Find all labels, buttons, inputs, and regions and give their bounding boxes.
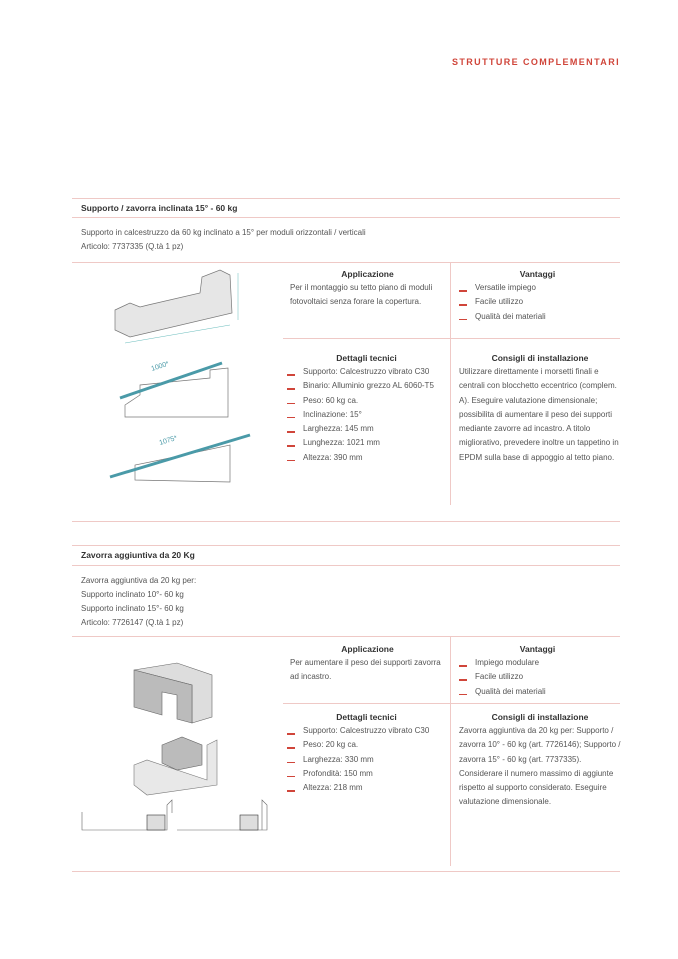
- column-divider: [450, 262, 451, 505]
- support-iso-view: [115, 270, 232, 337]
- vantaggi-list: [455, 656, 620, 699]
- consigli-installazione: [459, 711, 621, 810]
- list-item: Peso: 60 kg ca.: [283, 394, 450, 408]
- list-item: Qualità dei materiali: [455, 310, 620, 324]
- applicazione: [290, 643, 445, 685]
- section-text: Per il montaggio su tetto piano di moduli fotovoltaici senza forare la copertura.: [290, 283, 433, 307]
- section-text: Per aumentare il peso dei supporti zavorra ad incastro.: [290, 658, 441, 682]
- list-item: Peso: 20 kg ca.: [283, 738, 450, 752]
- list-item: Qualità dei materiali: [455, 685, 620, 699]
- description-line: Supporto inclinato 10°- 60 kg: [81, 590, 184, 599]
- list-item: Profondità: 150 mm: [283, 767, 450, 781]
- list-item: Larghezza: 330 mm: [283, 753, 450, 767]
- list-item: Facile utilizzo: [455, 670, 620, 684]
- dettagli-tecnici: [283, 711, 450, 795]
- section-heading: Vantaggi: [519, 269, 556, 279]
- consigli-installazione: [459, 352, 621, 465]
- section-text: Utilizzare direttamente i morsetti finali e centrali con blocchetto eccentrico (complem. A). Eseguire valutazione dimensionale; possibilita di aumentare il peso dei supporti mediante zavorre ad incastro. A titolo migliorativo, prevedere inoltre un tappetino in EPDM sulla base di appoggio al tetto piano.: [459, 367, 619, 462]
- section-text: Zavorra aggiuntiva da 20 kg per: Supporto / zavorra 10° - 60 kg (art. 7726146); Supporto / zavorra 15° - 60 kg (art. 7737335). Considerare il numero massimo di aggiunte rispetto al supporto considerato. Eseguire valutazione dimensionale.: [459, 726, 621, 807]
- dettagli-list: [283, 365, 450, 465]
- rail: [110, 435, 250, 477]
- list-item: Versatile impiego: [455, 281, 620, 295]
- rail-length-label: 1000*: [150, 360, 171, 373]
- divider: [72, 262, 620, 263]
- column-divider: [450, 636, 451, 866]
- product-description: [81, 226, 366, 254]
- section-heading: Dettagli tecnici: [336, 712, 397, 722]
- section-heading: Applicazione: [341, 644, 394, 654]
- product-description: [81, 574, 196, 630]
- list-item: Facile utilizzo: [455, 295, 620, 309]
- section-heading: Consigli di installazione: [491, 712, 589, 722]
- ballast-block: [162, 737, 202, 770]
- divider: [283, 338, 620, 339]
- divider: [72, 565, 620, 566]
- divider: [72, 521, 620, 522]
- section-heading: Applicazione: [341, 269, 394, 279]
- list-item: Impiego modulare: [455, 656, 620, 670]
- list-item: Binario: Alluminio grezzo AL 6060-T5: [283, 379, 450, 393]
- description-line: Supporto inclinato 15°- 60 kg: [81, 604, 184, 613]
- divider: [283, 703, 620, 704]
- section-heading: Dettagli tecnici: [336, 353, 397, 363]
- support-drawing: [90, 265, 270, 505]
- description-line: Supporto in calcestruzzo da 60 kg inclinato a 15° per moduli orizzontali / verticali: [81, 228, 366, 237]
- rail-length-label: 1075*: [158, 434, 179, 447]
- section-header: STRUTTURE COMPLEMENTARI: [451, 57, 620, 67]
- ballast-section: [240, 815, 258, 830]
- description-line: Articolo: 7737335 (Q.tà 1 pz): [81, 242, 184, 251]
- section-heading: Vantaggi: [519, 644, 556, 654]
- ballast-drawing: [72, 645, 282, 845]
- vantaggi-list: [455, 281, 620, 324]
- product-title: Supporto / zavorra inclinata 15° - 60 kg: [81, 203, 238, 213]
- applicazione: [290, 268, 445, 310]
- divider: [72, 217, 620, 218]
- list-item: Altezza: 390 mm: [283, 451, 450, 465]
- description-line: Articolo: 7726147 (Q.tà 1 pz): [81, 618, 184, 627]
- dettagli-tecnici: [283, 352, 450, 465]
- list-item: Supporto: Calcestruzzo vibrato C30: [283, 724, 450, 738]
- description-line: Zavorra aggiuntiva da 20 kg per:: [81, 576, 197, 585]
- rail: [120, 360, 222, 398]
- list-item: Inclinazione: 15°: [283, 408, 450, 422]
- list-item: Lunghezza: 1021 mm: [283, 436, 450, 450]
- dettagli-list: [283, 724, 450, 795]
- vantaggi: [455, 268, 620, 324]
- list-item: Larghezza: 145 mm: [283, 422, 450, 436]
- list-item: Altezza: 218 mm: [283, 781, 450, 795]
- support-side-view: [135, 445, 230, 482]
- divider: [72, 636, 620, 637]
- product-title: Zavorra aggiuntiva da 20 Kg: [81, 550, 195, 560]
- list-item: Supporto: Calcestruzzo vibrato C30: [283, 365, 450, 379]
- divider: [72, 545, 620, 546]
- section-heading: Consigli di installazione: [491, 353, 589, 363]
- vantaggi: [455, 643, 620, 699]
- divider: [72, 198, 620, 199]
- ballast-section: [147, 815, 165, 830]
- divider: [72, 871, 620, 872]
